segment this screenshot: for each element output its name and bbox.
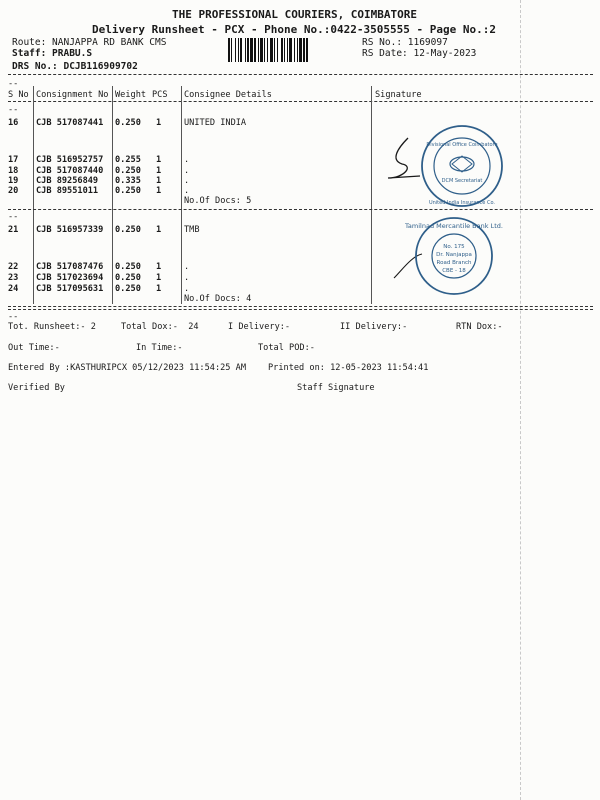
row-sno: 23 (8, 273, 19, 283)
dash-marker: -- (8, 212, 19, 222)
row-consignment: CJB 516957339 (36, 225, 104, 235)
signature-scribble (388, 138, 420, 178)
row-sno: 19 (8, 176, 19, 186)
row-consignee: . (184, 176, 190, 186)
row-sno: 21 (8, 225, 19, 235)
i-delivery: I Delivery:- (228, 322, 291, 332)
printed-on: Printed on: 12-05-2023 11:54:41 (268, 363, 429, 373)
svg-text:United India Insurance Co.: United India Insurance Co. (428, 200, 496, 206)
row-consignee: . (184, 284, 190, 294)
svg-text:DCM Secretariat: DCM Secretariat (441, 178, 483, 184)
row-pcs: 1 (156, 186, 162, 196)
col-line (181, 86, 182, 304)
staff-label: Staff: PRABU.S (12, 48, 93, 59)
col-weight: Weight (115, 90, 147, 100)
united-india-stamp (380, 120, 510, 212)
row-sno: 20 (8, 186, 19, 196)
row-weight: 0.250 (115, 186, 141, 196)
svg-text:Dr. Nanjappa: Dr. Nanjappa (436, 252, 472, 258)
total-runsheet: Tot. Runsheet:- 2 (8, 322, 96, 332)
row-consignee: . (184, 186, 190, 196)
paper-fold-line (520, 0, 521, 800)
row-consignee: . (184, 262, 190, 272)
col-line (112, 86, 113, 304)
row-consignment: CJB 89551011 (36, 186, 99, 196)
row-weight: 0.250 (115, 166, 141, 176)
svg-text:CBE - 18: CBE - 18 (442, 268, 466, 274)
row-weight: 0.250 (115, 284, 141, 294)
row-consignment: CJB 517023694 (36, 273, 104, 283)
entered-by: Entered By :KASTHURIPCX 05/12/2023 11:54:25 AM (8, 363, 246, 373)
row-pcs: 1 (156, 284, 162, 294)
row-consignment: CJB 517087476 (36, 262, 104, 272)
row-pcs: 1 (156, 155, 162, 165)
row-sno: 17 (8, 155, 19, 165)
row-weight: 0.250 (115, 273, 141, 283)
row-consignment: CJB 517087441 (36, 118, 104, 128)
row-consignment: CJB 517087440 (36, 166, 104, 176)
col-signature: Signature (375, 90, 422, 100)
col-line (33, 86, 34, 304)
divider (8, 309, 593, 310)
dash-marker: -- (8, 312, 19, 322)
divider (8, 74, 593, 75)
divider (8, 101, 593, 102)
runsheet-title: Delivery Runsheet - PCX - Phone No.:0422-3505555 - Page No.:2 (92, 23, 496, 36)
row-weight: 0.335 (115, 176, 141, 186)
row-pcs: 1 (156, 176, 162, 186)
row-sno: 22 (8, 262, 19, 272)
tmb-bank-stamp (392, 214, 510, 298)
drs-number: DRS No.: DCJB116909702 (12, 61, 138, 72)
rtn-dox: RTN Dox:- (456, 322, 503, 332)
in-time: In Time:- (136, 343, 183, 353)
row-consignment: CJB 516952757 (36, 155, 104, 165)
ii-delivery: II Delivery:- (340, 322, 408, 332)
row-weight: 0.250 (115, 225, 141, 235)
verified-by: Verified By (8, 383, 65, 393)
total-dox: Total Dox:- 24 (121, 322, 199, 332)
row-pcs: 1 (156, 273, 162, 283)
row-sno: 16 (8, 118, 19, 128)
row-pcs: 1 (156, 166, 162, 176)
row-pcs: 1 (156, 225, 162, 235)
row-pcs: 1 (156, 262, 162, 272)
row-consignee: TMB (184, 225, 200, 235)
svg-text:Divisional Office Coimbatore: Divisional Office Coimbatore (426, 142, 498, 148)
row-consignee: . (184, 166, 190, 176)
row-consignment: CJB 517095631 (36, 284, 104, 294)
col-line (371, 86, 372, 304)
col-consignee: Consignee Details (184, 90, 272, 100)
barcode-icon (228, 38, 356, 62)
company-title: THE PROFESSIONAL COURIERS, COIMBATORE (172, 8, 418, 21)
col-consignment: Consignment No (36, 90, 109, 100)
row-consignee: . (184, 273, 190, 283)
row-sno: 24 (8, 284, 19, 294)
docs-count: No.Of Docs: 5 (184, 196, 252, 206)
docs-count: No.Of Docs: 4 (184, 294, 252, 304)
row-consignment: CJB 89256849 (36, 176, 99, 186)
divider (8, 306, 593, 307)
row-weight: 0.255 (115, 155, 141, 165)
dash-marker: -- (8, 79, 19, 89)
total-pod: Total POD:- (258, 343, 315, 353)
row-sno: 18 (8, 166, 19, 176)
svg-text:No. 175: No. 175 (443, 244, 465, 250)
rs-number: RS No.: 1169097 (362, 37, 448, 48)
col-sno: S No (8, 90, 29, 100)
rs-date: RS Date: 12-May-2023 (362, 48, 477, 59)
row-weight: 0.250 (115, 118, 141, 128)
route-label: Route: NANJAPPA RD BANK CMS (12, 37, 167, 48)
row-consignee: . (184, 155, 190, 165)
staff-signature: Staff Signature (297, 383, 375, 393)
row-pcs: 1 (156, 118, 162, 128)
dash-marker: -- (8, 105, 19, 115)
row-consignee: UNITED INDIA (184, 118, 247, 128)
svg-text:Road Branch: Road Branch (436, 260, 472, 266)
row-weight: 0.250 (115, 262, 141, 272)
out-time: Out Time:- (8, 343, 60, 353)
col-pcs: PCS (152, 90, 168, 100)
svg-text:Tamilnad Mercantile Bank Ltd.: Tamilnad Mercantile Bank Ltd. (405, 222, 503, 230)
